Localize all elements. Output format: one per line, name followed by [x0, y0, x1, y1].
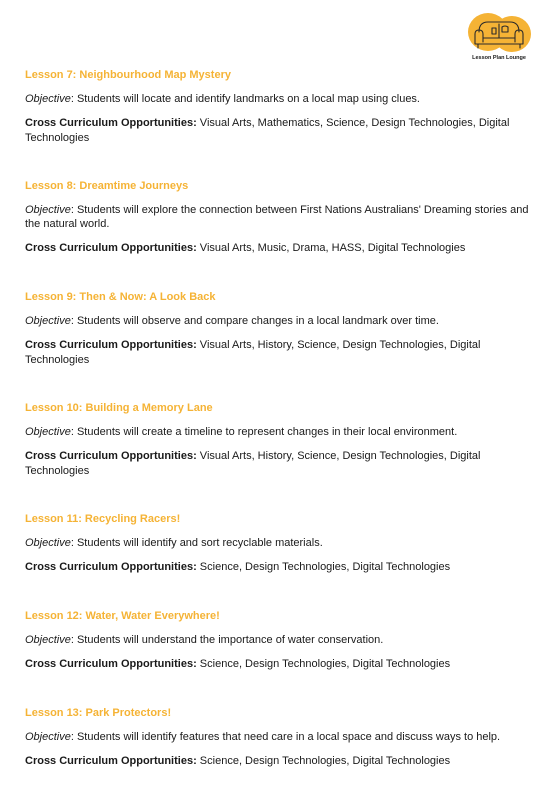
couch-icon [466, 10, 532, 56]
cross-curriculum-text: Science, Design Technologies, Digital Technologies [196, 755, 451, 767]
lesson-title: Lesson 13: Park Protectors! [25, 707, 172, 719]
lesson-title: Lesson 9: Then & Now: A Look Back [25, 291, 216, 303]
lesson-item [25, 706, 530, 769]
lesson-cross-curriculum [25, 449, 530, 479]
objective-text: : Students will create a timeline to represent changes in their local environment. [70, 426, 458, 438]
cross-curriculum-text: Science, Design Technologies, Digital Technologies [196, 561, 451, 573]
cross-curriculum-label: Cross Curriculum Opportunities: [25, 450, 197, 462]
objective-label: Objective [25, 634, 71, 646]
lesson-cross-curriculum [25, 338, 530, 368]
lesson-objective [25, 425, 530, 439]
objective-text: : Students will explore the connection between First Nations Australians' Dreaming stories and the natural world. [25, 204, 529, 230]
lesson-item [25, 68, 530, 146]
lesson-plan-lounge-logo [466, 10, 532, 66]
lesson-title: Lesson 8: Dreamtime Journeys [25, 180, 189, 192]
objective-label: Objective [25, 537, 71, 549]
lesson-list [25, 68, 530, 769]
lesson-cross-curriculum [25, 241, 530, 256]
cross-curriculum-label: Cross Curriculum Opportunities: [25, 755, 197, 767]
objective-text: : Students will observe and compare changes in a local landmark over time. [70, 315, 439, 327]
lesson-cross-curriculum [25, 754, 530, 769]
objective-label: Objective [25, 731, 71, 743]
lesson-item [25, 179, 530, 256]
lesson-objective [25, 633, 530, 647]
lesson-objective [25, 730, 530, 744]
lesson-item [25, 609, 530, 672]
lesson-cross-curriculum [25, 657, 530, 672]
cross-curriculum-label: Cross Curriculum Opportunities: [25, 658, 197, 670]
objective-label: Objective [25, 315, 71, 327]
lesson-title: Lesson 10: Building a Memory Lane [25, 402, 213, 414]
lesson-cross-curriculum [25, 560, 530, 575]
lesson-objective [25, 536, 530, 550]
cross-curriculum-label: Cross Curriculum Opportunities: [25, 561, 197, 573]
objective-text: : Students will locate and identify landmarks on a local map using clues. [70, 93, 420, 105]
cross-curriculum-label: Cross Curriculum Opportunities: [25, 339, 197, 351]
cross-curriculum-text: Science, Design Technologies, Digital Technologies [196, 658, 451, 670]
objective-text: : Students will understand the importance of water conservation. [70, 634, 384, 646]
objective-text: : Students will identify and sort recyclable materials. [70, 537, 323, 549]
lesson-title: Lesson 11: Recycling Racers! [25, 513, 181, 525]
cross-curriculum-text: Visual Arts, History, Science, Design Technologies, Digital Technologies [25, 450, 481, 477]
cross-curriculum-label: Cross Curriculum Opportunities: [25, 117, 197, 129]
lesson-item [25, 401, 530, 479]
lesson-cross-curriculum [25, 116, 530, 146]
lesson-objective [25, 203, 530, 231]
cross-curriculum-text: Visual Arts, Mathematics, Science, Design Technologies, Digital Technologies [25, 117, 510, 144]
objective-label: Objective [25, 93, 71, 105]
objective-text: : Students will identify features that need care in a local space and discuss ways to help. [70, 731, 501, 743]
objective-label: Objective [25, 204, 71, 216]
lesson-title: Lesson 12: Water, Water Everywhere! [25, 610, 220, 622]
lesson-objective [25, 92, 530, 106]
lesson-objective [25, 314, 530, 328]
logo-text: Lesson Plan Lounge [472, 55, 526, 61]
lesson-title: Lesson 7: Neighbourhood Map Mystery [25, 69, 231, 81]
cross-curriculum-label: Cross Curriculum Opportunities: [25, 242, 197, 254]
lesson-item [25, 290, 530, 368]
cross-curriculum-text: Visual Arts, History, Science, Design Technologies, Digital Technologies [25, 339, 481, 366]
lesson-item [25, 512, 530, 575]
cross-curriculum-text: Visual Arts, Music, Drama, HASS, Digital Technologies [196, 242, 466, 254]
objective-label: Objective [25, 426, 71, 438]
